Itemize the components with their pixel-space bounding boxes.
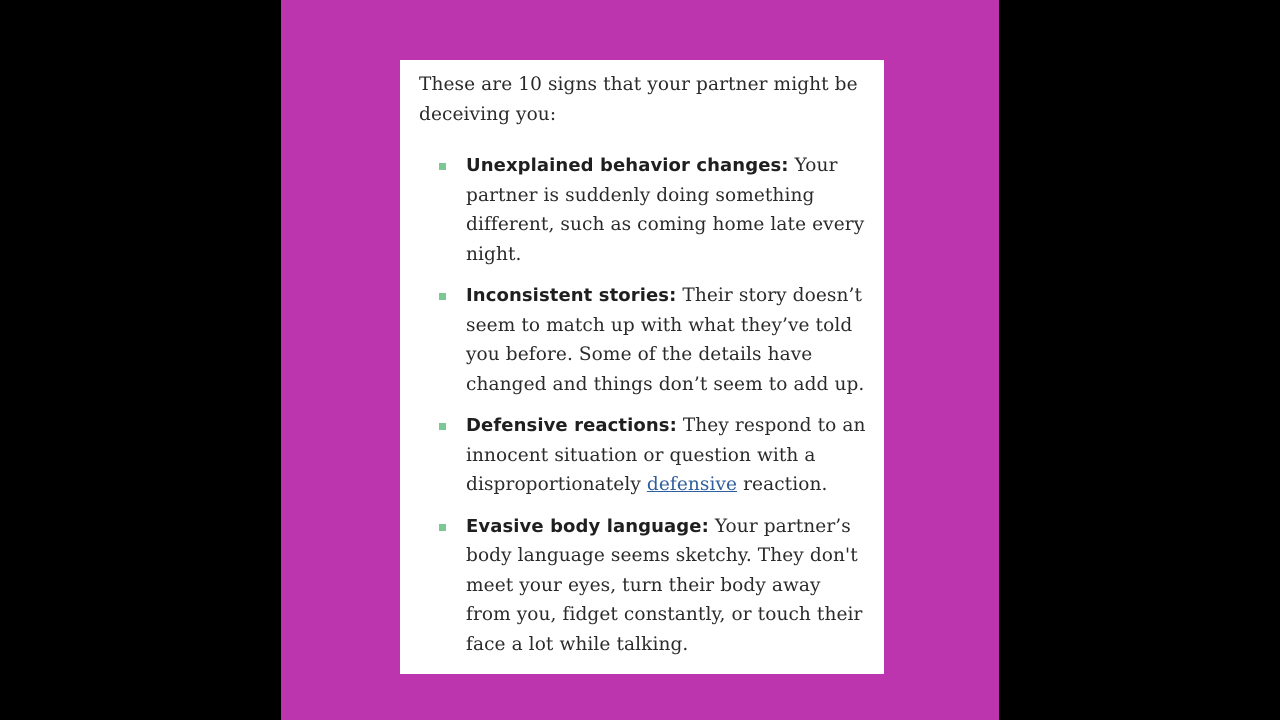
sign-description-before-link: They respond to an innocent situation or question with a disproportionately bbox=[466, 415, 866, 495]
sign-description: Your partner’s body language seems sketchy. They don't meet your eyes, turn their body away from you, fidget constantly, or touch their face a lot while talking. bbox=[466, 515, 863, 655]
list-item bbox=[419, 281, 866, 399]
bullet-square-icon bbox=[439, 293, 446, 300]
bullet-square-icon bbox=[439, 524, 446, 531]
sign-title: Defensive reactions: bbox=[466, 415, 677, 436]
defensive-link[interactable]: defensive bbox=[646, 474, 738, 495]
sign-title: Evasive body language: bbox=[466, 515, 709, 537]
sign-description: Their story doesn’t seem to match up with what they’ve told you before. Some of the details have changed and things don’t seem to add up. bbox=[466, 285, 865, 395]
sign-title: Unexplained behavior changes: bbox=[466, 155, 789, 176]
sign-description-after-link: reaction. bbox=[737, 474, 828, 495]
bullet-square-icon bbox=[439, 423, 446, 430]
list-item bbox=[419, 512, 866, 660]
article-card bbox=[400, 60, 884, 674]
intro-text: These are 10 signs that your partner might be deceiving you: bbox=[419, 74, 858, 125]
signs-list bbox=[419, 151, 866, 659]
sign-description: Your partner is suddenly doing something different, such as coming home late every night. bbox=[466, 155, 865, 265]
list-item bbox=[419, 151, 866, 269]
list-item bbox=[419, 411, 866, 500]
bullet-square-icon bbox=[439, 163, 446, 170]
sign-title: Inconsistent stories: bbox=[466, 285, 677, 306]
